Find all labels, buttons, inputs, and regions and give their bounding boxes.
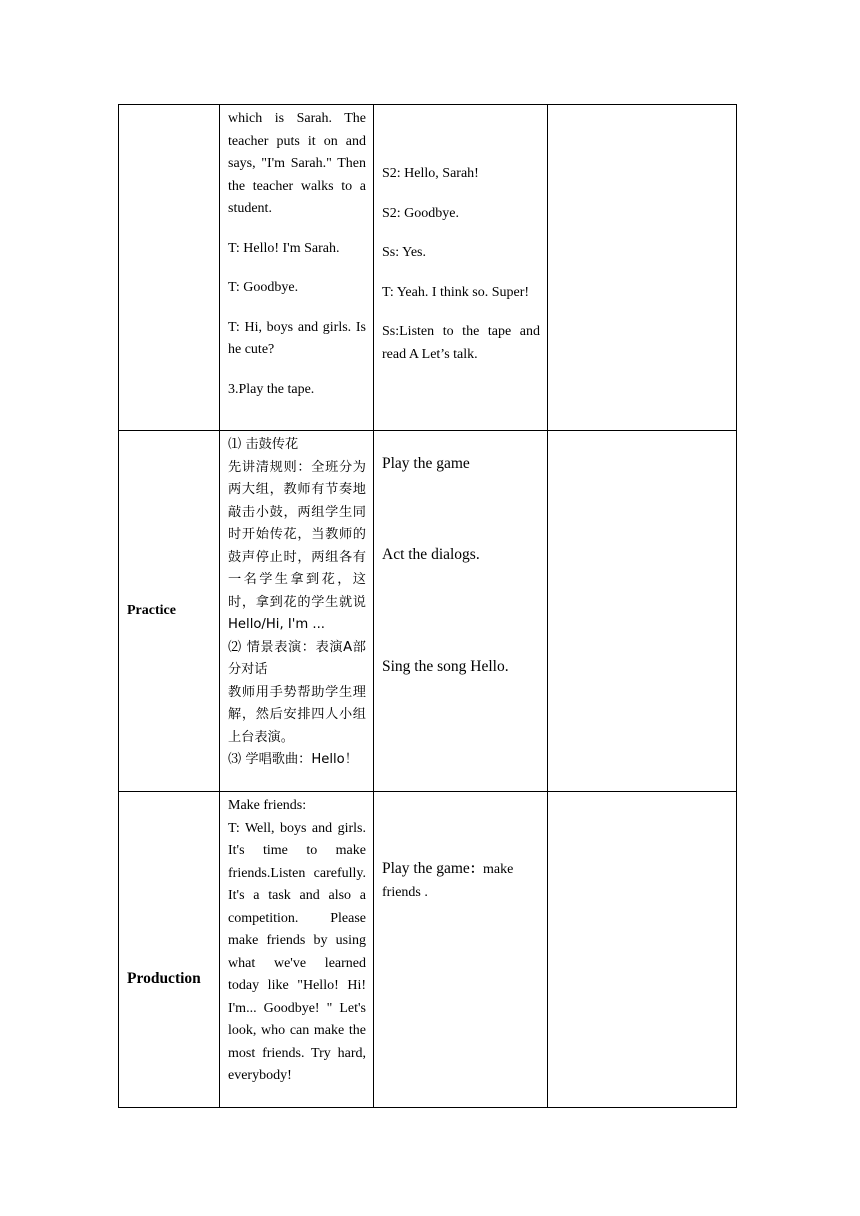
student-line: Ss: Yes. [382, 245, 426, 260]
teacher-activity-cell [220, 431, 374, 792]
stage-cell [119, 431, 220, 792]
teacher-line: T: Goodbye. [228, 280, 299, 295]
stage-cell [119, 105, 220, 431]
table-row [119, 792, 737, 1108]
teacher-activity-cell [220, 105, 374, 431]
student-line: Sing the song Hello. [382, 658, 509, 675]
teacher-line: which is Sarah. The teacher puts it on and says, "I'm Sarah." Then the teacher walks to a student. [228, 111, 366, 216]
teacher-line: ⑶ 学唱歌曲：Hello！ [228, 752, 358, 767]
teacher-activity-cell [220, 792, 374, 1108]
teacher-line: T: Hi, boys and girls. Is he cute? [228, 319, 366, 357]
teacher-line: Make friends: [228, 798, 307, 813]
teacher-line: 先讲清规则：全班分为两大组，教师有节奏地敲击小鼓，两组学生同时开始传花，当教师的鼓声停止时，两组各有一名学生拿到花，这时，拿到花的学生就说Hello/Hi, I'm ... [228, 459, 366, 632]
student-line: S2: Hello, Sarah! [382, 166, 479, 181]
student-line: Act the dialogs. [382, 545, 480, 563]
stage-cell [119, 792, 220, 1108]
stage-label: Practice [127, 603, 176, 618]
student-line: Play the game [382, 455, 470, 472]
student-activity-cell [374, 431, 548, 792]
table-row [119, 105, 737, 431]
notes-cell [548, 792, 737, 1108]
student-activity-cell [374, 105, 548, 431]
teacher-line: T: Well, boys and girls. It's time to make friends.Listen carefully. It's a task and also a competition. Please make friends by using what we've learned today like "Hello! Hi! I'm... Goodbye! " Let's look, who can make the most friends. Try hard, everybody! [228, 820, 366, 1083]
stage-label: Production [127, 969, 201, 987]
teacher-line: ⑵ 情景表演：表演A部分对话 [228, 639, 366, 677]
notes-cell [548, 431, 737, 792]
lesson-plan-table [118, 104, 737, 1108]
teacher-line: T: Hello! I'm Sarah. [228, 240, 340, 256]
student-line: Ss:Listen to the tape and read A Let’s talk. [382, 324, 540, 362]
notes-cell [548, 105, 737, 431]
teacher-line: 教师用手势帮助学生理解，然后安排四人小组上台表演。 [228, 684, 366, 745]
student-line: Play the game：make friends . [382, 860, 514, 900]
teacher-line: ⑴ 击鼓传花 [228, 437, 299, 452]
table-row [119, 431, 737, 792]
teacher-line: 3.Play the tape. [228, 381, 315, 397]
student-line: T: Yeah. I think so. Super! [382, 284, 530, 300]
student-line: S2: Goodbye. [382, 205, 459, 221]
student-activity-cell [374, 792, 548, 1108]
